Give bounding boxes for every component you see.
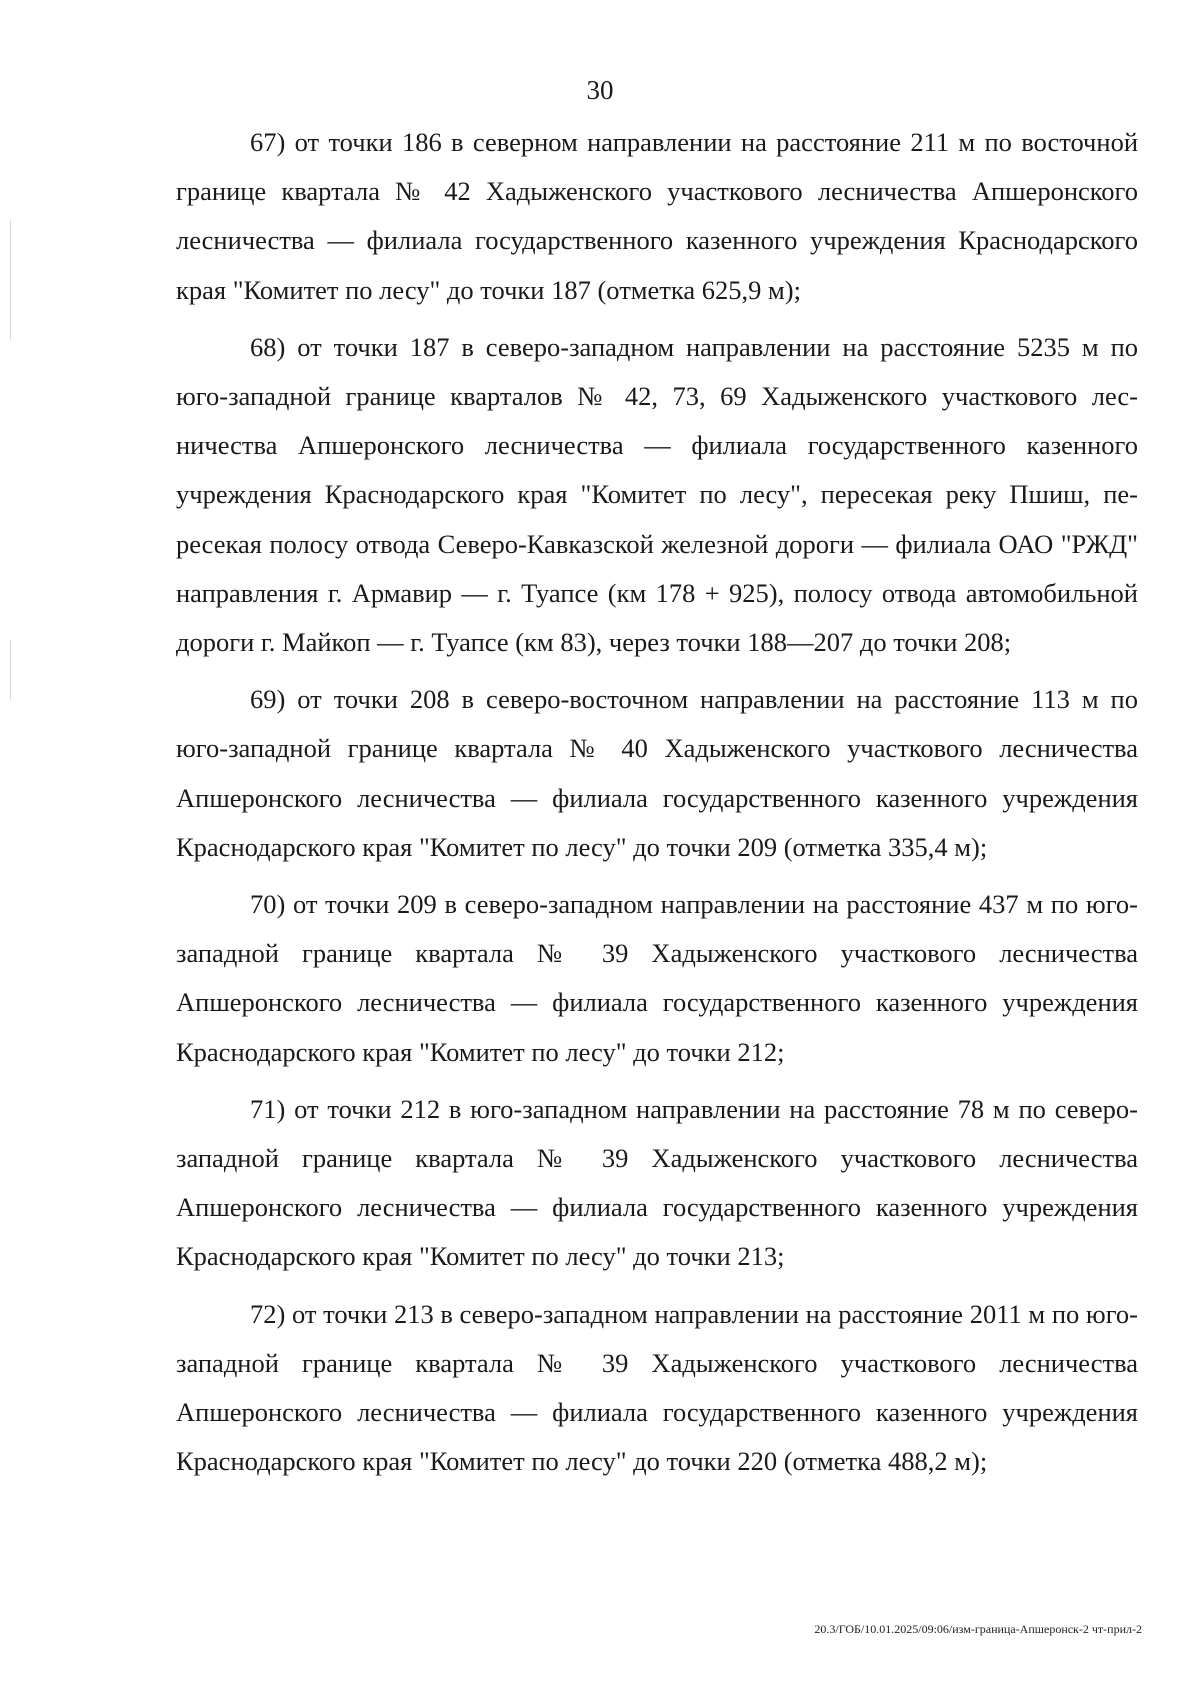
paragraph-item-68: 68) от точки 187 в северо-западном направлении на расстояние 5235 м по юго-западной границе кварталов № 42, 73, 69 Хадыженского участкового лесничества Апшеронского лесничества — филиала государственного казенного учреждения Краснодарского края "Комитет по лесу", пересекая реку Пшиш, пересекая полосу отвода Северо-Кавказской железной дороги — филиала ОАО "РЖД" направления г. Армавир — г. Туапсе (км 178 + 925), полосу отвода автомобильной дороги г. Майкоп — г. Туапсе (км 83), через точки 188—207 до точки 208;	[176, 331, 1138, 658]
document-body	[176, 118, 1138, 1494]
paragraph-item-72: 72) от точки 213 в северо-западном направлении на расстояние 2011 м по юго-западной границе квартала № 39 Хадыженского участкового лесничества Апшеронского лесничества — филиала государственного казенного учреждения Краснодарского края "Комитет по лесу" до точки 220 (отметка 488,2 м);	[176, 1298, 1138, 1477]
document-footer-code: 20.3/ГОБ/10.01.2025/09:06/изм-граница-Апшеронск-2 чт-прил-2	[814, 1622, 1142, 1636]
scan-margin-mark	[10, 640, 11, 700]
paragraph-item-67: 67) от точки 186 в северном направлении на расстояние 211 м по восточной границе квартала № 42 Хадыженского участкового лесничества Апшеронского лесничества — филиала государственного казенного учреждения Краснодарского края "Комитет по лесу" до точки 187 (отметка 625,9 м);	[176, 127, 1138, 305]
scan-margin-mark	[10, 220, 11, 340]
paragraph-item-71: 71) от точки 212 в юго-западном направлении на расстояние 78 м по северо-западной границе квартала № 39 Хадыженского участкового лесничества Апшеронского лесничества — филиала государственного казенного учреждения Краснодарского края "Комитет по лесу" до точки 213;	[176, 1093, 1138, 1272]
page-number: 30	[586, 75, 614, 105]
paragraph-item-69: 69) от точки 208 в северо-восточном направлении на расстояние 113 м по юго-западной границе квартала № 40 Хадыженского участкового лесничества Апшеронского лесничества — филиала государственного казенного учреждения Краснодарского края "Комитет по лесу" до точки 209 (отметка 335,4 м);	[176, 684, 1138, 862]
paragraph-item-70: 70) от точки 209 в северо-западном направлении на расстояние 437 м по юго-западной границе квартала № 39 Хадыженского участкового лесничества Апшеронского лесничества — филиала государственного казенного учреждения Краснодарского края "Комитет по лесу" до точки 212;	[176, 889, 1138, 1067]
